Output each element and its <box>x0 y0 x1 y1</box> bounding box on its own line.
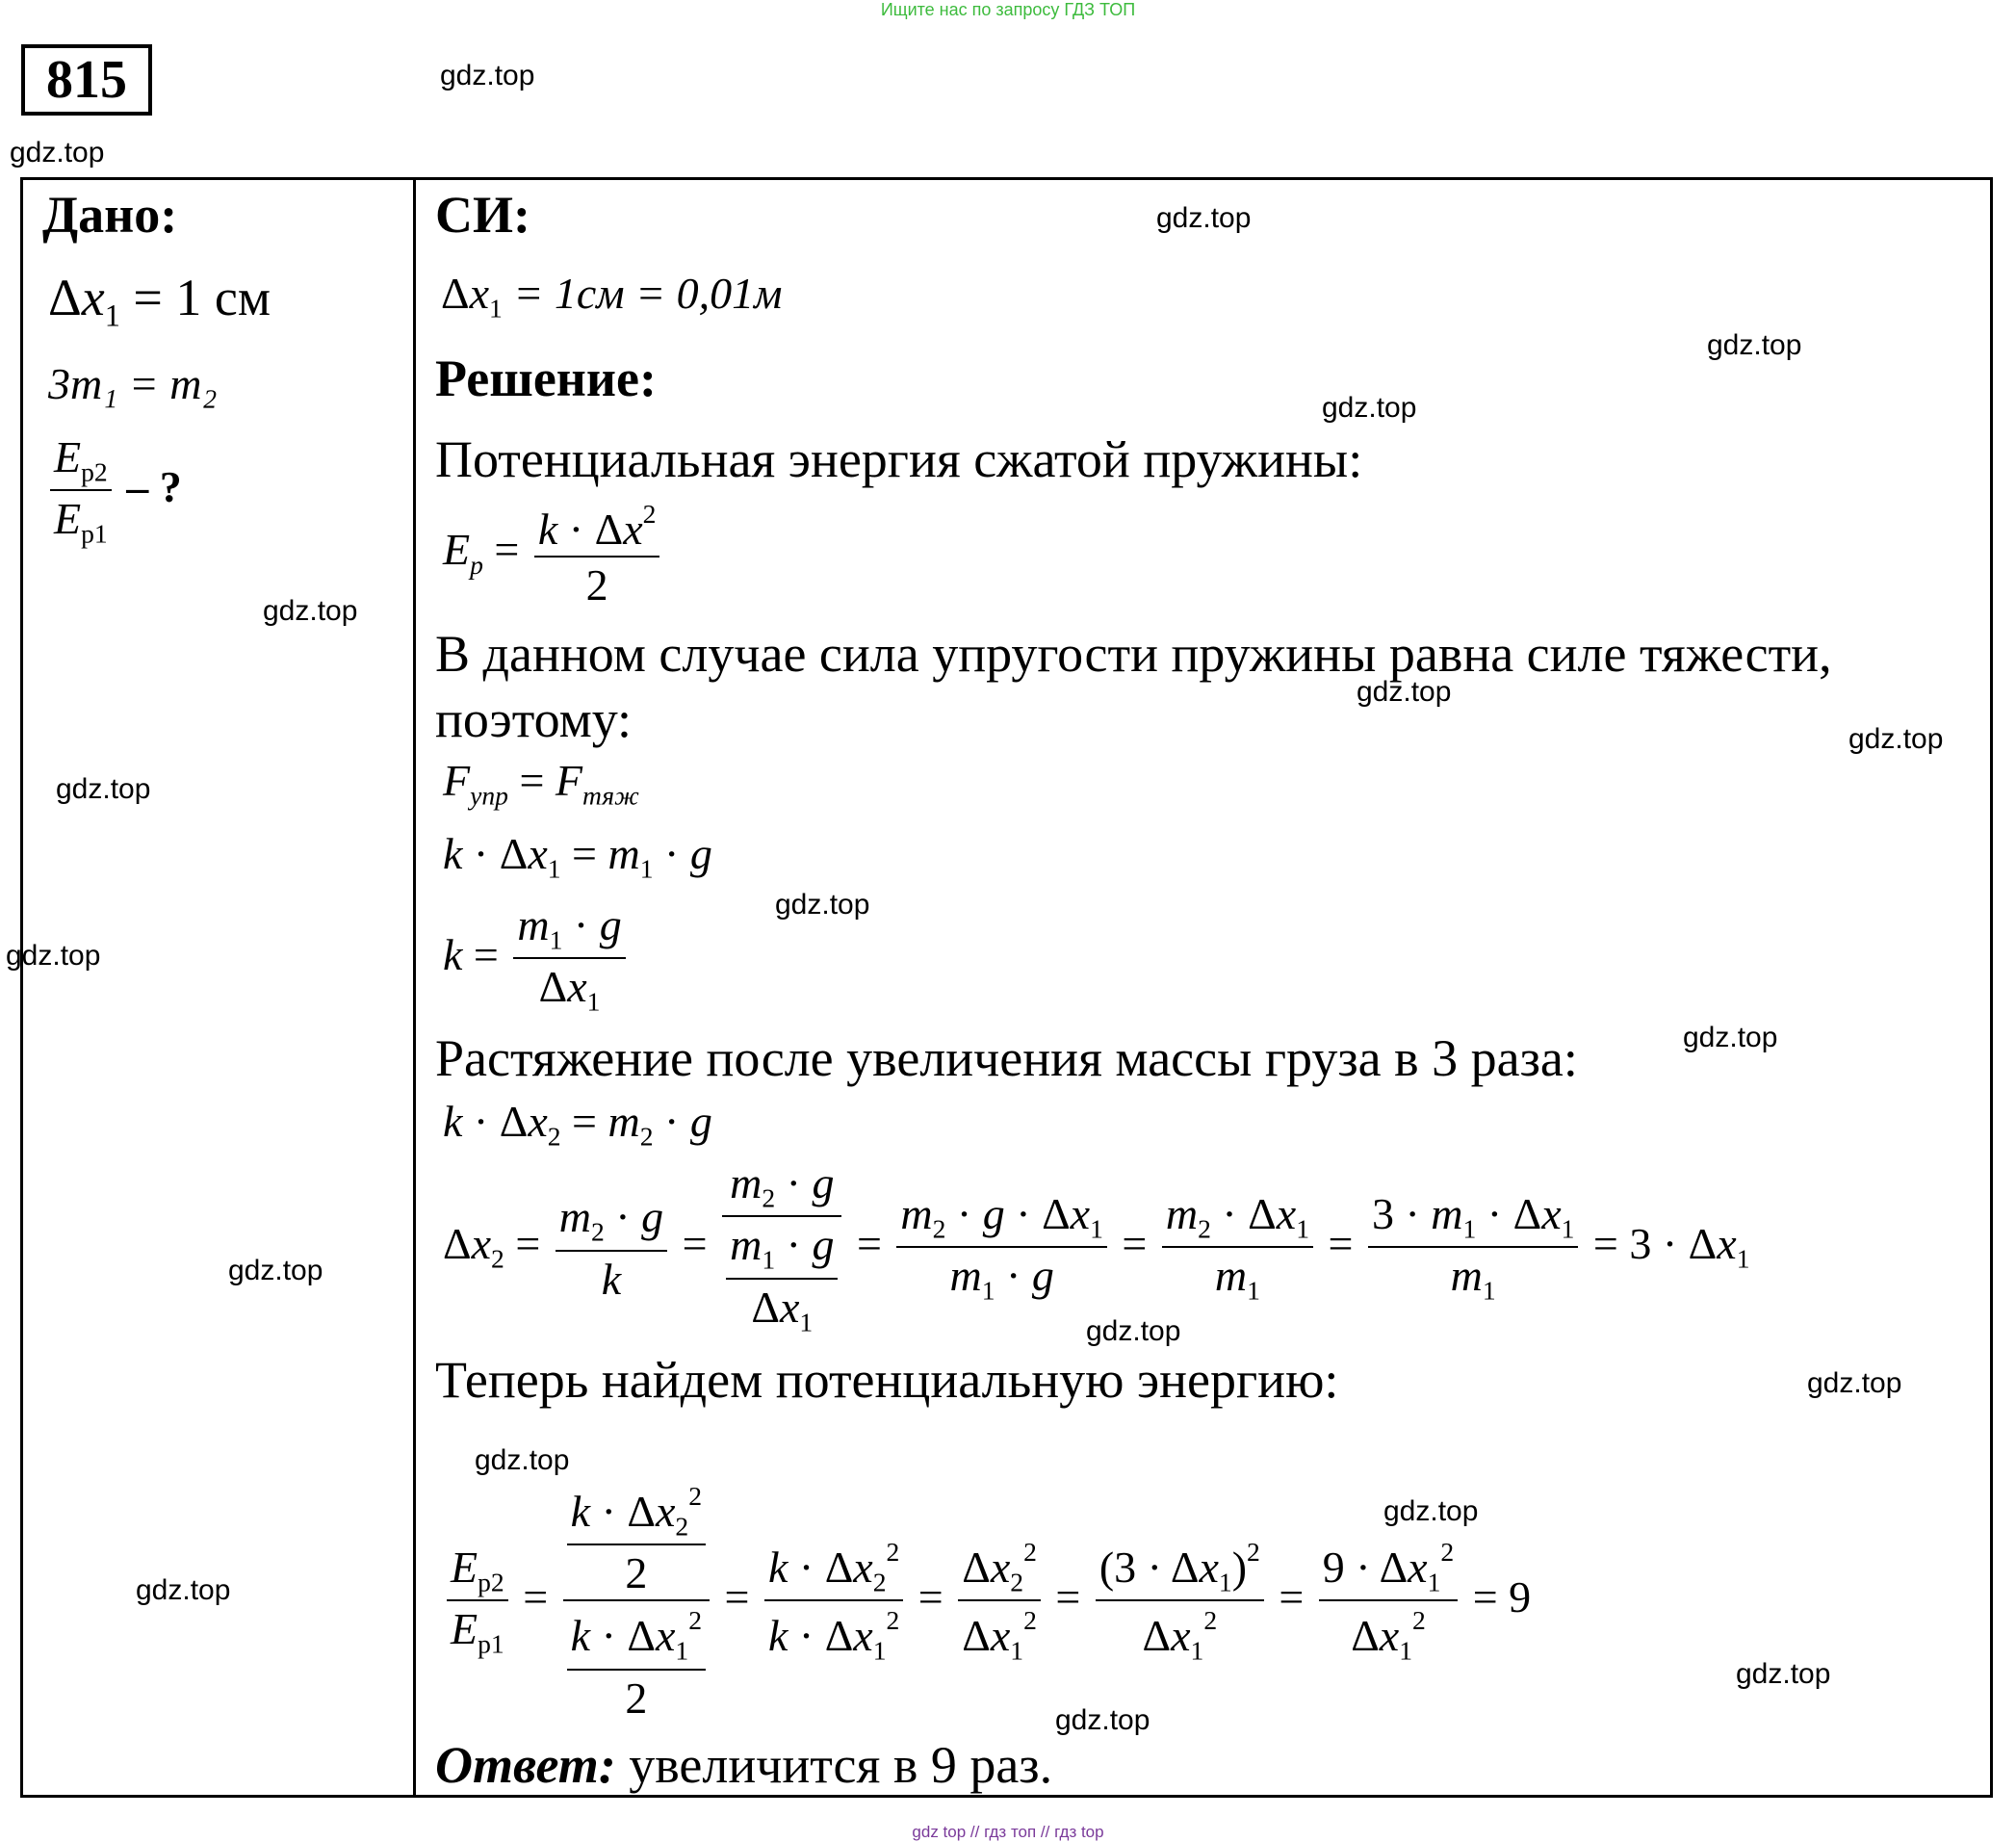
watermark: gdz.top <box>1848 723 1944 755</box>
watermark: gdz.top <box>1322 392 1417 424</box>
watermark: gdz.top <box>1807 1367 1902 1399</box>
solution-text-2a: В данном случае сила упругости пружины равна силе тяжести, <box>435 625 1832 683</box>
watermark: gdz.top <box>1055 1704 1150 1736</box>
solution-text-1: Потенциальная энергия сжатой пружины: <box>435 430 1363 488</box>
watermark: gdz.top <box>1086 1315 1181 1347</box>
watermark: gdz.top <box>440 60 535 91</box>
watermark: gdz.top <box>10 137 105 169</box>
watermark: gdz.top <box>1736 1658 1831 1690</box>
formula-k-dx1: $k \cdot \Delta x_1 = m_1 \cdot g$ <box>443 829 712 884</box>
formula-k-dx2: $k \cdot \Delta x_2 = m_2 \cdot g$ <box>443 1097 712 1152</box>
watermark: gdz.top <box>56 773 151 805</box>
given-dx1: $\Delta x_1 = 1$ см <box>48 269 271 334</box>
answer-label: Ответ: <box>435 1736 616 1794</box>
given-heading: Дано: <box>42 186 178 244</box>
footer-links[interactable]: gdz top // гдз топ // гдз top <box>912 1823 1104 1841</box>
watermark: gdz.top <box>1383 1495 1479 1527</box>
answer <box>435 1736 1053 1794</box>
watermark: gdz.top <box>1357 676 1452 708</box>
watermark: gdz.top <box>775 889 870 921</box>
given-question: – ? <box>126 461 182 511</box>
si-heading: СИ: <box>435 186 530 244</box>
formula-dx2-chain: $\Delta x_2$ = $\frac{m_2 \cdot g}{k}$ = $\frac{m_2 \cdot g}{\frac{m_1 \cdot g}{\Delta x_1}}$ = $\frac{m_2 \cdot g \cdot \Delta x_1}{m_1 \cdot g}$ = $\frac{m_2 \cdot \Delta x_1}{m_1}$ = $\frac{3 \cdot m_1 \cdot \Delta x_1}{m_1}$ = $3 \cdot \Delta x_1$ <box>443 1158 1750 1337</box>
watermark: gdz.top <box>263 595 358 627</box>
answer-text: увеличится в 9 раз. <box>629 1736 1053 1794</box>
watermark: gdz.top <box>228 1255 323 1286</box>
watermark: gdz.top <box>1156 202 1252 234</box>
formula-potential-energy: $E_p$ = $\frac{k \cdot \Delta x^2}{2}$ <box>443 501 663 608</box>
watermark: gdz.top <box>1683 1022 1778 1053</box>
given-ratio: $\frac{E_{p2}}{E_{p1}}$ – ? <box>46 435 182 548</box>
formula-k: k = $\frac{m_1 \cdot g}{\Delta x_1}$ <box>443 903 630 1016</box>
result-value: 9 <box>1509 1571 1532 1621</box>
solution-text-3: Растяжение после увеличения массы груза в 3 раза: <box>435 1029 1578 1087</box>
solution-text-4: Теперь найдем потенциальную энергию: <box>435 1351 1339 1409</box>
si-conversion-value: = 1см = 0,01м <box>513 269 783 318</box>
watermark: gdz.top <box>136 1574 231 1606</box>
solution-heading: Решение: <box>435 350 657 407</box>
column-divider <box>413 177 416 1798</box>
watermark: gdz.top <box>1707 329 1802 361</box>
watermark: gdz.top <box>6 940 101 972</box>
problem-number: 815 <box>21 44 152 116</box>
given-dx1-value: = 1 см <box>133 269 271 326</box>
si-conversion: $\Delta x_1 = 1см = 0,01м$ <box>441 269 783 324</box>
formula-force-balance: $F_{упр} = F_{тяж}$ <box>443 756 639 811</box>
solution-text-2b: поэтому: <box>435 690 633 748</box>
top-banner[interactable]: Ищите нас по запросу ГДЗ ТОП <box>880 0 1136 19</box>
watermark: gdz.top <box>475 1444 570 1476</box>
formula-energy-ratio: $\frac{E_{p2}}{E_{p1}}$ = $\frac{\frac{k \cdot \Delta x_2^2}{2}}{\frac{k \cdot \Delta x_1^2}{2}}$ = $\frac{k \cdot \Delta x_2^2}{k \cdot \Delta x_1^2}$ = $\frac{\Delta x_2^2}{\Delta x_1^2}$ = $\frac{(3 \cdot \Delta x_1)^2}{\Delta x_1^2}$ = $\frac{9 \cdot \Delta x_1^2}{\Delta x_1^2}$ = 9 <box>443 1483 1531 1721</box>
given-mass-relation: 3m₁ = m₂ <box>48 359 218 408</box>
